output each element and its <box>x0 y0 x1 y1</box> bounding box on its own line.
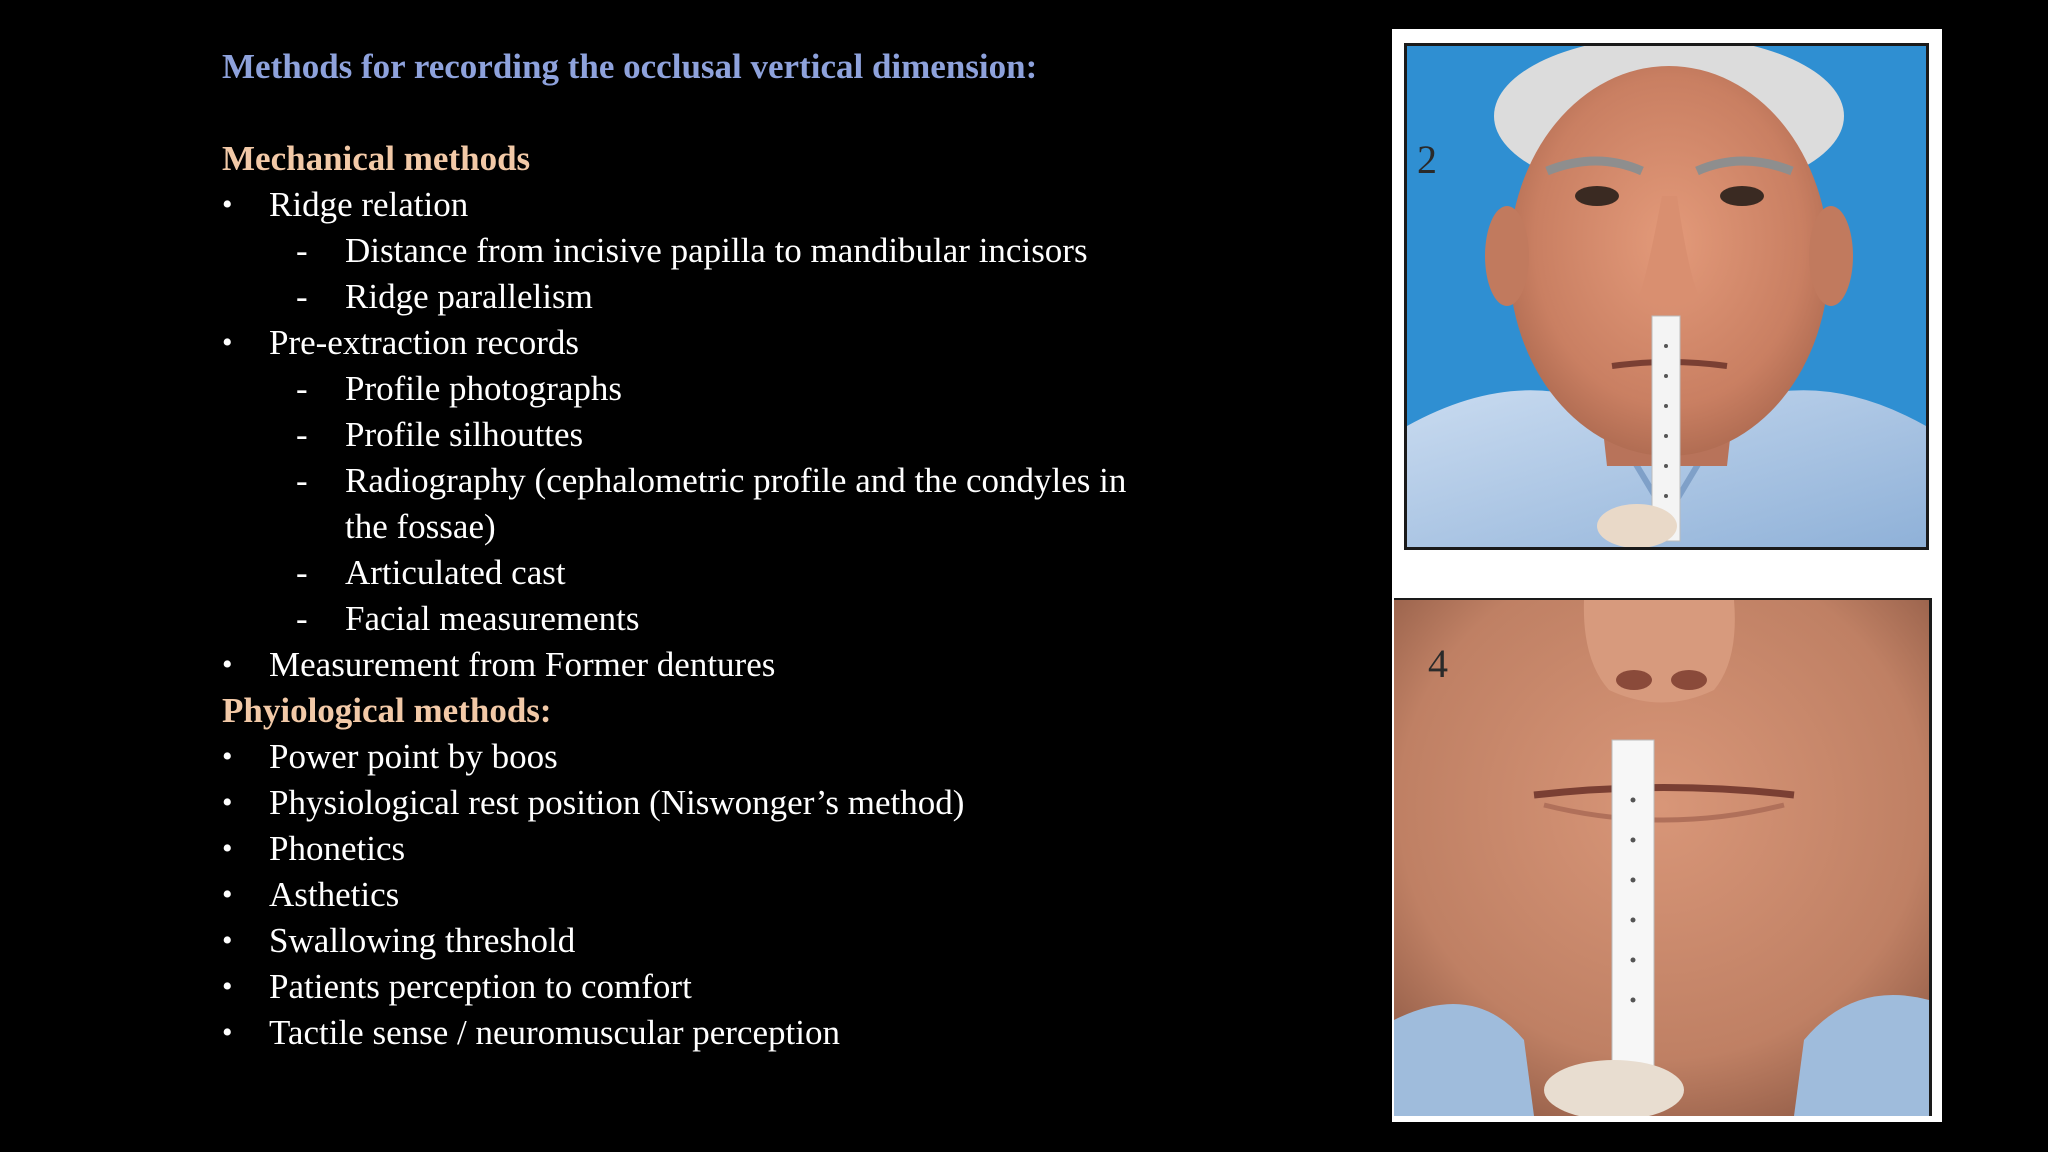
sub-list-item <box>222 274 1222 320</box>
bullet-icon: • <box>222 1016 233 1049</box>
sub-list-item-label: Facial measurements <box>345 599 640 638</box>
dash-icon: - <box>296 277 308 316</box>
mechanical-heading: Mechanical methods <box>222 139 531 178</box>
list-item-label: Pre-extraction records <box>269 323 579 362</box>
face-photo-with-ruler <box>1404 43 1929 550</box>
bullet-icon: • <box>222 648 233 681</box>
sub-list-item-label: Profile photographs <box>345 369 623 408</box>
list-item <box>222 320 1222 366</box>
sub-list-item-label: Ridge parallelism <box>345 277 593 316</box>
sub-list-item-label: Radiography (cephalometric profile and the condyles in <box>345 461 1127 500</box>
sub-list-item <box>222 228 1222 274</box>
list-item-label: Measurement from Former dentures <box>269 645 776 684</box>
photo-panel <box>1392 29 1942 1122</box>
bullet-icon: • <box>222 326 233 359</box>
bullet-icon: • <box>222 970 233 1003</box>
spacer <box>222 90 1222 136</box>
list-item-label: Physiological rest position (Niswonger’s method) <box>269 783 965 822</box>
list-item <box>222 734 1222 780</box>
list-item-label: Asthetics <box>269 875 400 914</box>
slide-title: Methods for recording the occlusal vertical dimension: <box>222 47 1038 86</box>
list-item-label: Tactile sense / neuromuscular perception <box>269 1013 840 1052</box>
list-item <box>222 1010 1222 1056</box>
sub-list-item-continuation <box>222 504 1222 550</box>
bullet-icon: • <box>222 832 233 865</box>
list-item <box>222 182 1222 228</box>
list-item-label: Swallowing threshold <box>269 921 576 960</box>
list-item <box>222 826 1222 872</box>
list-item <box>222 872 1222 918</box>
list-item <box>222 918 1222 964</box>
sub-list-item-label: Distance from incisive papilla to mandibular incisors <box>345 231 1088 270</box>
dash-icon: - <box>296 599 308 638</box>
bullet-icon: • <box>222 924 233 957</box>
bullet-icon: • <box>222 878 233 911</box>
physiological-heading: Phyiological methods: <box>222 691 552 730</box>
photo-number-label: 2 <box>1417 137 1437 182</box>
list-item-label: Patients perception to comfort <box>269 967 692 1006</box>
dash-icon: - <box>296 231 308 270</box>
list-item <box>222 642 1222 688</box>
dash-icon: - <box>296 553 308 592</box>
sub-list-item <box>222 366 1222 412</box>
sub-list-item-label: Profile silhouttes <box>345 415 584 454</box>
slide-text <box>222 44 1222 1056</box>
photo-number-label: 4 <box>1428 641 1448 686</box>
dash-icon: - <box>296 369 308 408</box>
sub-list-item <box>222 412 1222 458</box>
sub-list-item <box>222 550 1222 596</box>
list-item-label: Phonetics <box>269 829 406 868</box>
sub-list-item <box>222 596 1222 642</box>
bullet-icon: • <box>222 786 233 819</box>
face-illustration <box>1407 46 1926 547</box>
list-item-label: Ridge relation <box>269 185 469 224</box>
bullet-icon: • <box>222 188 233 221</box>
face-closeup-photo-with-ruler <box>1394 598 1932 1116</box>
dash-icon: - <box>296 461 308 500</box>
list-item <box>222 780 1222 826</box>
sub-list-item-label: the fossae) <box>345 507 496 546</box>
face-closeup-illustration <box>1394 600 1929 1116</box>
bullet-icon: • <box>222 740 233 773</box>
sub-list-item-label: Articulated cast <box>345 553 566 592</box>
dash-icon: - <box>296 415 308 454</box>
sub-list-item <box>222 458 1222 504</box>
list-item-label: Power point by boos <box>269 737 558 776</box>
list-item <box>222 964 1222 1010</box>
